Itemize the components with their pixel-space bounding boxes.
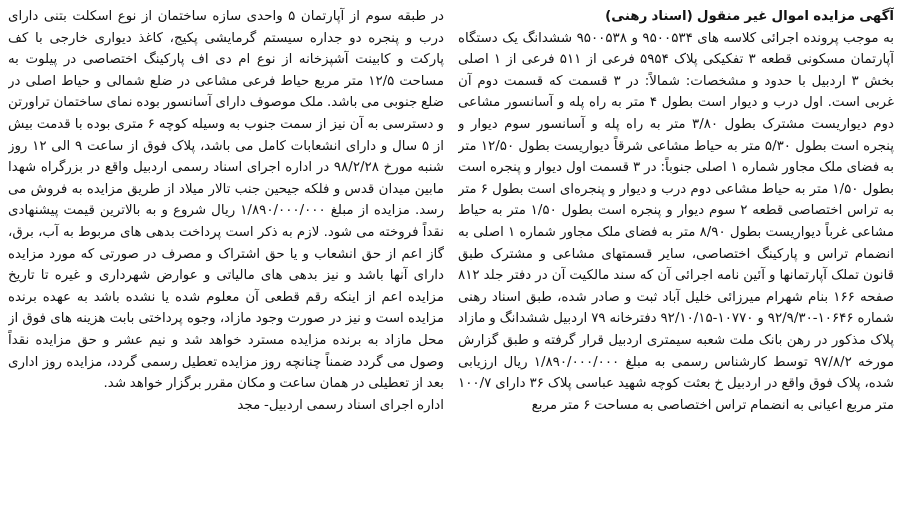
notice-body-right: به موجب پرونده اجرائی کلاسه های ۹۵۰۰۵۳۴ و ۹۵۰۰۵۳۸ ششدانگ یک دستگاه آپارتمان مسکونی قطعه ۳ تفکیکی پلاک ۵۹۵۴ فرعی از ۵۱۱ فرعی از ۱ اصلی بخش ۳ اردبیل با حدود و مشخصات: شمالاً: در ۳ قسمت که قسمت دوم آن غربی است. اول درب و دیوار است بطول ۴ متر به راه پله و آسانسور مشاعی دوم دیواریست مشترک بطول ۳/۸۰ متر به راه پله و آسانسور سوم دیوار و پنجره است بطول ۵/۳۰ متر به حیاط مشاعی شرقاً دیواریست بطول ۱۲/۵۰ متر به فضای ملک مجاور شماره ۱ اصلی جنوباً: در ۳ قسمت اول دیوار و پنجره است بطول ۱/۵۰ متر به حیاط مشاعی دوم درب و دیوار و پنجره‌ای است بطول ۶ متر به تراس اختصاصی قطعه ۲ سوم دیوار و پنجره است بطول ۱/۵۰ متر به حیاط مشاعی غرباً دیواریست بطول ۸/۹۰ متر به فضای ملک مجاور شماره ۱ اصلی به انضمام تراس و پارکینگ اختصاصی، سایر قسمتهای مشاعی و مشترک طبق قانون تملک آپارتمانها و آئین نامه اجرائی آن که سند مالکیت آن در دفتر جلد ۸۱۲ صفحه ۱۶۶ بنام شهرام میرزائی خلیل آباد ثبت و صادر شده، طبق اسناد رهنی شماره ۱۰۶۴۶-۹۲/۹/۳۰ و ۱۰۷۷۰-۹۲/۱۰/۱۵ دفترخانه ۷۹ اردبیل ششدانگ و مازاد پلاک مذکور در رهن بانک ملت شعبه سیمتری اردبیل قرار گرفته و طبق گزارش مورخه ۹۷/۸/۲ توسط کارشناس رسمی به مبلغ ۱/۸۹۰/۰۰۰/۰۰۰ ریال ارزیابی شده، پلاک فوق واقع در اردبیل خ بعثت کوچه شهید عباسی پلاک ۳۶ دارای ۱۰۰/۷ متر مربع اعیانی به انضمام تراس اختصاصی به مساحت ۶ متر مربع (458, 30, 894, 413)
notice-right-column (458, 6, 894, 512)
notice-left-column (8, 6, 444, 512)
notice-signature: اداره اجرای اسناد رسمی اردبیل- مجد (237, 397, 444, 413)
notice-title: آگهی مزایده اموال غیر منقول (اسناد رهنی) (605, 9, 894, 24)
notice-body-left: در طبقه سوم از آپارتمان ۵ واحدی سازه ساختمان از نوع اسکلت بتنی دارای درب و پنجره دو جداره سیستم گرمایشی پکیج، کاغذ دیواری خارجی با کف پارکت و کابینت آشپزخانه از نوع ام دی اف پارکینگ اختصاصی در پیلوت به مساحت ۱۲/۵ متر مربع حیاط فرعی مشاعی در ضلع شمالی و حیاط اصلی در ضلع جنوبی می باشد. ملک موصوف دارای آسانسور بوده نمای ساختمان تراورتن و دسترسی به آن نیز از سمت جنوب به وسیله کوچه ۶ متری بوده با قدمت بیش از ۵ سال و دارای انشعابات کامل می باشد، پلاک فوق از ساعت ۹ الی ۱۲ روز شنبه مورخ ۹۸/۲/۲۸ در اداره اجرای اسناد رسمی اردبیل واقع در بزرگراه شهدا مابین میدان قدس و فلکه جیحین جنب تالار میلاد از طریق مزایده به فروش می رسد. مزایده از مبلغ ۱/۸۹۰/۰۰۰/۰۰۰ ریال شروع و به بالاترین قیمت پیشنهادی نقداً فروخته می شود. لازم به ذکر است پرداخت بدهی های مربوط به آب، برق، گاز اعم از حق انشعاب و یا حق اشتراک و مصرف در صورتی که مورد مزایده دارای آنها باشد و نیز بدهی های مالیاتی و عوارض شهرداری و غیره تا تاریخ مزایده اعم از اینکه رقم قطعی آن معلوم شده یا نشده باشد به عهده برنده مزایده است و نیز در صورت وجود مازاد، وجوه پرداختی بابت هزینه های فوق از محل مازاد به برنده مزایده مسترد خواهد شد و نیم عشر و حق مزایده نقداً وصول می گردد ضمناً چنانچه روز مزایده تعطیل رسمی گردد، مزایده روز اداری بعد از تعطیلی در همان ساعت و مکان مقرر برگزار خواهد شد. (8, 9, 444, 392)
